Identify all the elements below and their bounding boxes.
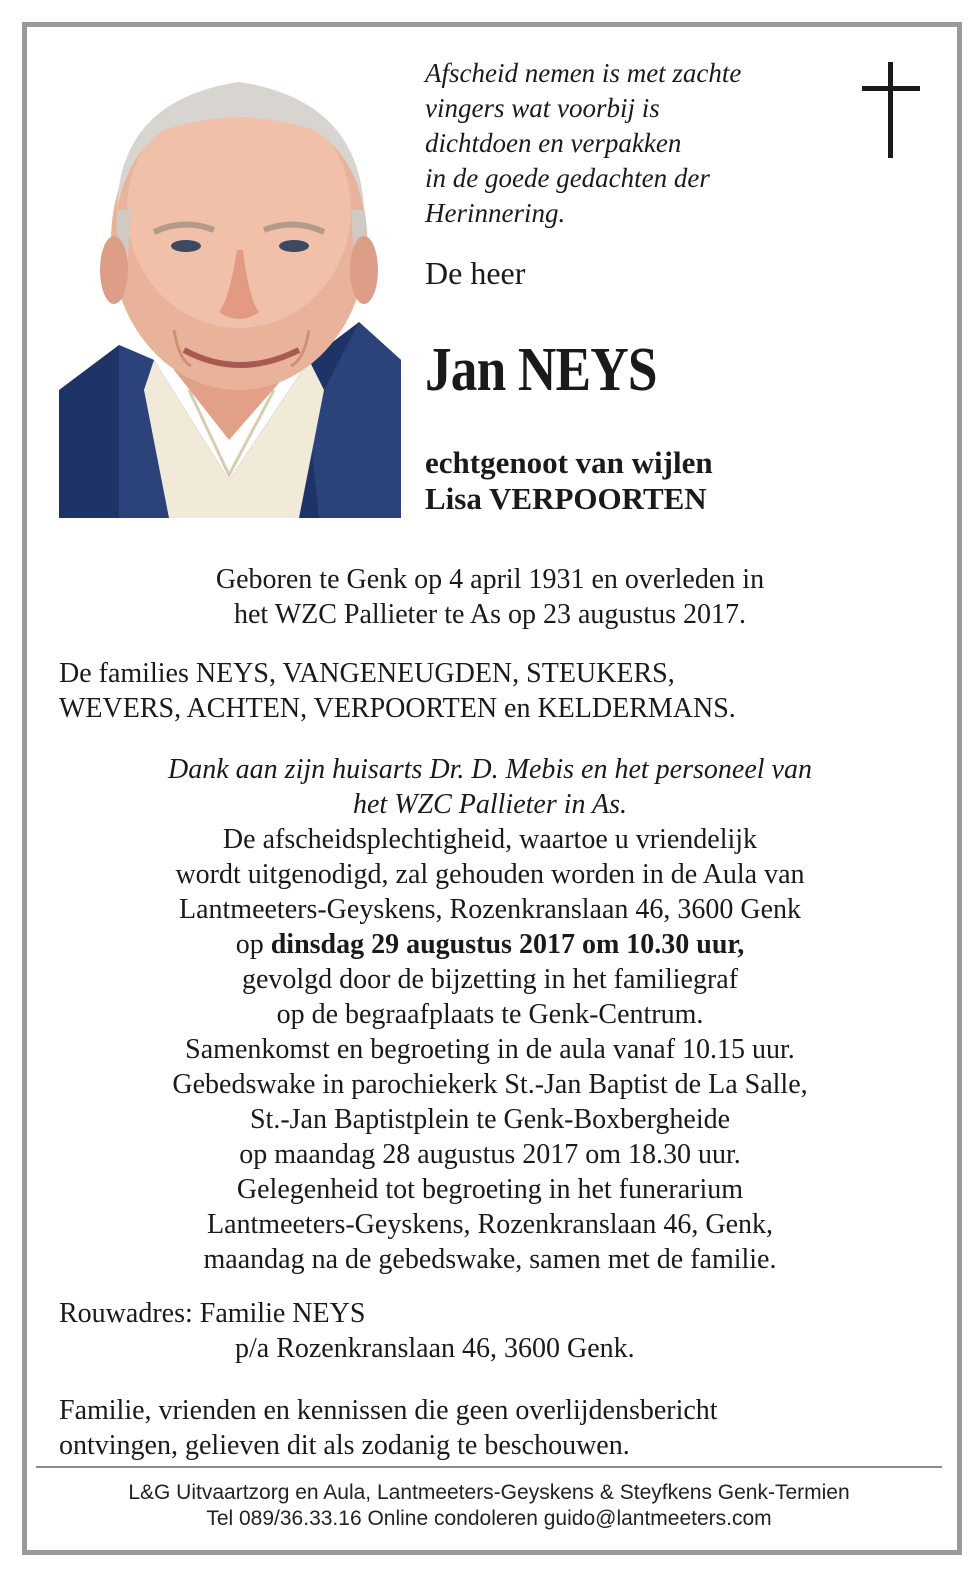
address-line: Rouwadres: Familie NEYS — [59, 1298, 366, 1329]
birth-line: Geboren te Genk op 4 april 1931 en overleden in — [215, 564, 765, 595]
families-block — [59, 656, 939, 726]
ceremony-line: De afscheidsplechtigheid, waartoe u vriendelijk — [222, 824, 758, 855]
families-line: De families NEYS, VANGENEUGDEN, STEUKERS, — [59, 658, 675, 689]
portrait-photo — [59, 60, 401, 518]
footer-line: L&G Uitvaartzorg en Aula, Lantmeeters-Geyskens & Steyfkens Genk-Termien — [128, 1481, 850, 1504]
birth-death-block — [40, 562, 940, 632]
footer-contact: Tel 089/36.33.16 Online condoleren guido@lantmeeters.com — [206, 1507, 772, 1530]
families-line: WEVERS, ACHTEN, VERPOORTEN en KELDERMANS. — [59, 693, 736, 724]
cross-icon — [862, 62, 920, 158]
address-line: p/a Rozenkranslaan 46, 3600 Genk. — [235, 1333, 635, 1364]
honorific-title: De heer — [425, 255, 526, 291]
ceremony-line: Samenkomst en begroeting in de aula vanaf 10.15 uur. — [185, 1034, 795, 1065]
ceremony-line: maandag na de gebedswake, samen met de familie. — [203, 1244, 777, 1275]
notice-line: ontvingen, gelieven dit als zodanig te beschouwen. — [59, 1430, 630, 1461]
ceremony-date-line — [40, 927, 940, 962]
spouse-info — [425, 445, 713, 517]
thanks-line: Dank aan zijn huisarts Dr. D. Mebis en het personeel van — [168, 754, 812, 785]
deceased-name: Jan NEYS — [425, 336, 657, 404]
ceremony-line: Lantmeeters-Geyskens, Rozenkranslaan 46, 3600 Genk — [178, 894, 802, 925]
ceremony-line: op maandag 28 augustus 2017 om 18.30 uur. — [239, 1139, 741, 1170]
ceremony-date-prefix: op — [235, 929, 271, 960]
ceremony-line: wordt uitgenodigd, zal gehouden worden in de Aula van — [175, 859, 805, 890]
ceremony-line: gevolgd door de bijzetting in het familiegraf — [241, 964, 739, 995]
notice-block — [59, 1393, 939, 1463]
footer-divider — [36, 1466, 942, 1468]
funeral-home-footer — [36, 1480, 942, 1532]
death-line: het WZC Pallieter te As op 23 augustus 2017. — [234, 599, 746, 630]
ceremony-line: Gelegenheid tot begroeting in het funerarium — [236, 1174, 744, 1205]
poem-line: vingers wat voorbij is — [425, 93, 660, 123]
ceremony-date: dinsdag 29 augustus 2017 om 10.30 uur, — [270, 929, 745, 960]
poem-line: in de goede gedachten der — [425, 163, 710, 193]
notice-line: Familie, vrienden en kennissen die geen overlijdensbericht — [59, 1395, 718, 1426]
spouse-name: Lisa VERPOORTEN — [425, 481, 707, 516]
poem-line: Herinnering. — [425, 198, 566, 228]
ceremony-line: Gebedswake in parochiekerk St.-Jan Baptist de La Salle, — [172, 1069, 808, 1100]
mourning-address — [59, 1296, 939, 1366]
poem-line: Afscheid nemen is met zachte — [425, 58, 742, 88]
spouse-line: echtgenoot van wijlen — [425, 445, 713, 480]
memorial-poem — [425, 56, 855, 231]
ceremony-block — [40, 752, 940, 1277]
thanks-line: het WZC Pallieter in As. — [352, 789, 628, 820]
ceremony-line: op de begraafplaats te Genk-Centrum. — [276, 999, 704, 1030]
poem-line: dichtdoen en verpakken — [425, 128, 682, 158]
ceremony-line: Lantmeeters-Geyskens, Rozenkranslaan 46, Genk, — [206, 1209, 774, 1240]
ceremony-line: St.-Jan Baptistplein te Genk-Boxbergheide — [249, 1104, 731, 1135]
